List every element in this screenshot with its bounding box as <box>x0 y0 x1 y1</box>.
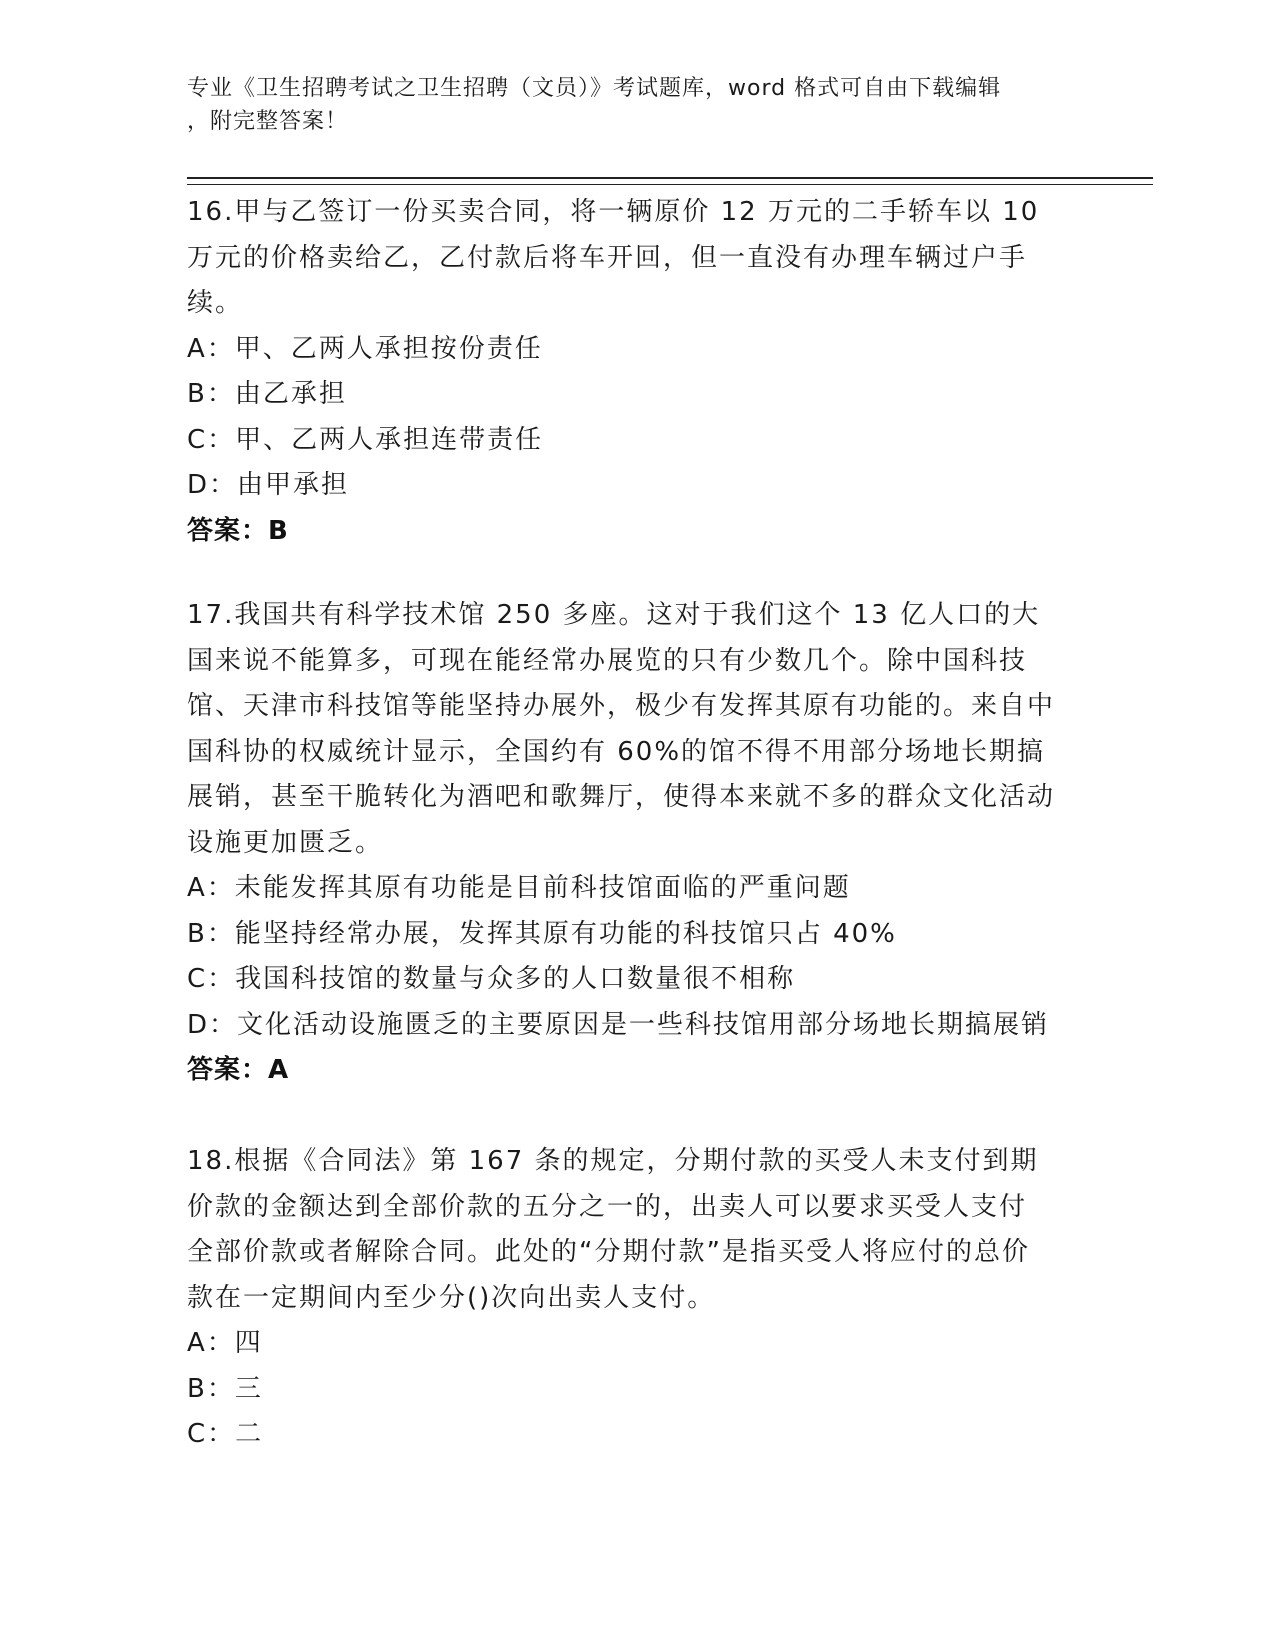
option-a: A：甲、乙两人承担按份责任 <box>187 333 543 364</box>
document-header <box>187 72 1067 138</box>
option-d: D：由甲承担 <box>187 470 350 500</box>
header-divider-thin <box>187 184 1153 185</box>
option-c: C：我国科技馆的数量与众多的人口数量很不相称 <box>187 964 796 994</box>
option-a: A：未能发挥其原有功能是目前科技馆面临的严重问题 <box>187 873 851 903</box>
header-line-2: ，附完整答案！ <box>187 109 349 134</box>
question-18 <box>187 1139 1087 1458</box>
option-c: C：二 <box>187 1419 264 1449</box>
question-16 <box>187 190 1087 554</box>
question-stem: 18.根据《合同法》第 167 条的规定，分期付款的买受人未支付到期价款的金额达到全部价款的五分之一的，出卖人可以要求买受人支付全部价款或者解除合同。此处的“分期付款”是指买受人将应付的总价款在一定期间内至少分()次向出卖人支付。 <box>187 1146 1039 1313</box>
option-d: D：文化活动设施匮乏的主要原因是一些科技馆用部分场地长期搞展销 <box>187 1009 1050 1040</box>
answer: 答案：A <box>187 1055 290 1085</box>
answer: 答案：B <box>187 515 289 546</box>
option-b: B：能坚持经常办展，发挥其原有功能的科技馆只占 40% <box>187 918 897 949</box>
header-line-1: 专业《卫生招聘考试之卫生招聘（文员）》考试题库，word 格式可自由下载编辑 <box>187 76 1002 101</box>
question-17 <box>187 593 1087 1094</box>
option-c: C：甲、乙两人承担连带责任 <box>187 424 544 455</box>
question-stem: 16.甲与乙签订一份买卖合同，将一辆原价 12 万元的二手轿车以 10 万元的价格卖给乙，乙付款后将车开回，但一直没有办理车辆过户手续。 <box>187 197 1040 318</box>
header-divider-thick <box>187 177 1153 179</box>
option-a: A：四 <box>187 1328 263 1358</box>
option-b: B：由乙承担 <box>187 379 347 409</box>
option-b: B：三 <box>187 1373 263 1404</box>
question-stem: 17.我国共有科学技术馆 250 多座。这对于我们这个 13 亿人口的大国来说不能算多，可现在能经常办展览的只有少数几个。除中国科技馆、天津市科技馆等能坚持办展外，极少有发挥其原有功能的。来自中国科协的权威统计显示，全国约有 60%的馆不得不用部分场地长期搞展销，甚至干脆转化为酒吧和歌舞厅，使得本来就不多的群众文化活动设施更加匮乏。 <box>187 600 1056 858</box>
